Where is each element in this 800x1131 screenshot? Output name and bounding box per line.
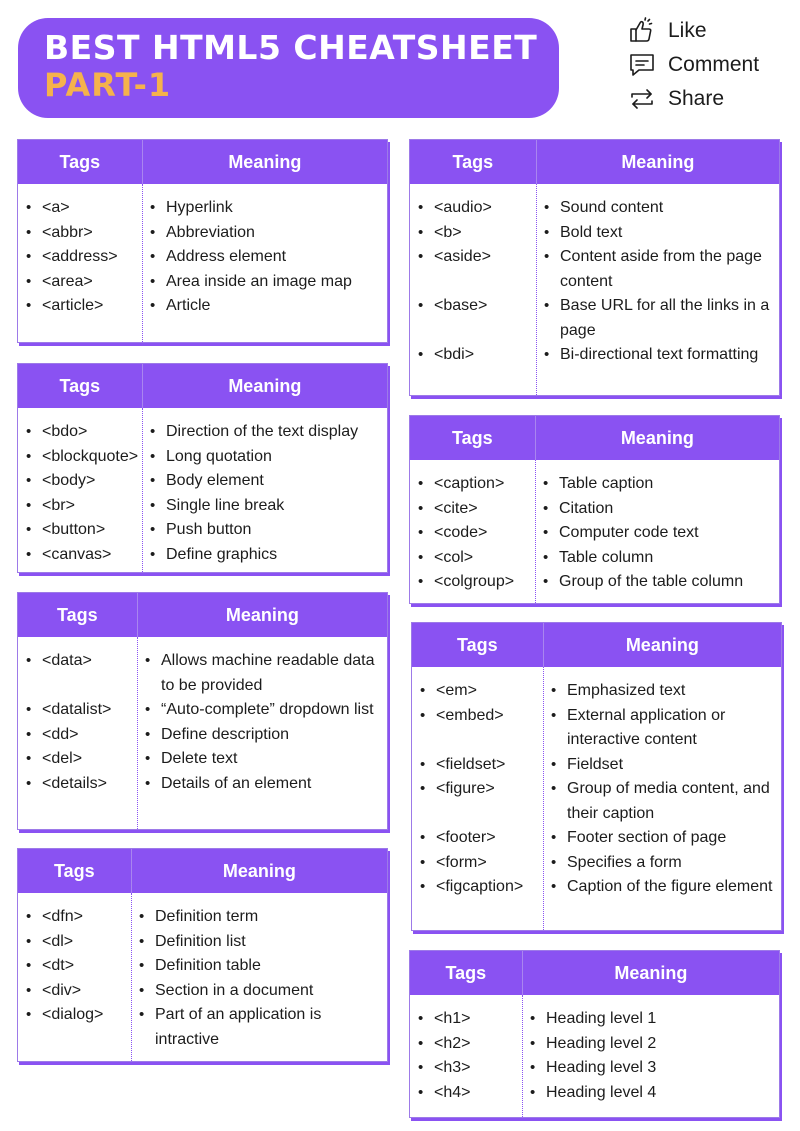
cheatsheet-table [17, 363, 388, 573]
table-row [410, 472, 779, 497]
column-divider [535, 460, 536, 603]
table-row [412, 875, 781, 900]
bullet: • [26, 774, 32, 792]
table-row [412, 851, 781, 876]
tag-meaning: Body element [166, 472, 264, 489]
bullet: • [551, 878, 557, 895]
table-row [18, 954, 387, 979]
column-header-tags: Tags [452, 151, 494, 172]
bullet: • [150, 297, 156, 314]
tag-name: <button> [42, 521, 106, 538]
table-row [18, 270, 387, 295]
table-row [18, 1003, 387, 1052]
bullet: • [418, 499, 424, 517]
tag-meaning: “Auto-complete” dropdown list [161, 701, 374, 718]
tag-name: <details> [42, 774, 107, 792]
tag-name: <footer> [436, 829, 496, 846]
table-row [410, 546, 779, 571]
tag-meaning: Specifies a form [567, 853, 682, 871]
bullet: • [418, 548, 424, 566]
table-row [410, 245, 779, 294]
tag-name: <bdi> [434, 346, 475, 363]
tag-meaning: Caption of the figure element [567, 878, 773, 895]
bullet: • [551, 706, 557, 724]
bullet: • [150, 472, 156, 489]
bullet: • [551, 853, 557, 871]
bullet: • [420, 682, 426, 699]
page-title: BEST HTML5 CHEATSHEET [44, 28, 538, 67]
column-header-meaning: Meaning [142, 364, 387, 408]
social-actions [628, 14, 798, 116]
bullet: • [150, 272, 156, 290]
table-row [18, 245, 387, 270]
table-row [18, 445, 387, 470]
tag-meaning: Base URL for all the links in a page [560, 297, 770, 339]
table-row [412, 679, 781, 704]
bullet: • [420, 878, 426, 895]
tag-name: <dt> [42, 957, 75, 974]
table-row [410, 196, 779, 221]
column-header-meaning: Meaning [535, 416, 779, 460]
bullet: • [26, 496, 32, 514]
bullet: • [145, 725, 151, 743]
tag-meaning: Section in a document [155, 981, 314, 999]
bullet: • [26, 981, 32, 999]
bullet: • [145, 774, 151, 792]
table-header [18, 849, 387, 893]
bullet: • [26, 545, 32, 563]
table-row [18, 294, 387, 319]
tag-meaning: Table column [559, 548, 654, 566]
table-row [410, 570, 779, 595]
tag-name: <dl> [42, 932, 74, 950]
tag-name: <aside> [434, 248, 491, 265]
bullet: • [543, 573, 549, 590]
tag-name: <canvas> [42, 545, 112, 563]
tag-name: <h4> [434, 1083, 471, 1101]
table-header [18, 593, 387, 637]
table-row [18, 494, 387, 519]
table-row [412, 826, 781, 851]
table-header [412, 623, 781, 667]
table-row [410, 1032, 779, 1057]
tag-meaning: Fieldset [567, 755, 624, 773]
tag-name: <blockquote> [42, 447, 139, 465]
tag-name: <h2> [434, 1034, 471, 1052]
tag-meaning: Table caption [559, 475, 654, 492]
tag-meaning: Footer section of page [567, 829, 727, 846]
tag-meaning: Delete text [161, 750, 238, 767]
tag-meaning: Hyperlink [166, 199, 233, 216]
tag-meaning: Allows machine readable data to be provided [161, 652, 375, 694]
column-header-tags: Tags [56, 604, 98, 625]
bullet: • [26, 652, 32, 669]
bullet: • [530, 1010, 536, 1027]
cheatsheet-table [409, 415, 780, 604]
tag-name: <br> [42, 496, 75, 514]
table-row [18, 543, 387, 568]
bullet: • [418, 1034, 424, 1052]
bullet: • [150, 423, 156, 440]
bullet: • [26, 199, 32, 216]
bullet: • [418, 199, 424, 216]
bullet: • [544, 297, 550, 314]
tag-name: <h1> [434, 1010, 471, 1027]
bullet: • [551, 780, 557, 797]
tag-name: <figure> [436, 780, 495, 797]
tag-meaning: Heading level 4 [546, 1083, 657, 1101]
comment-label: Comment [668, 53, 760, 76]
bullet: • [418, 475, 424, 492]
bullet: • [26, 423, 32, 440]
title-banner [18, 18, 559, 118]
tag-meaning: Push button [166, 521, 252, 538]
cheatsheet-table [17, 592, 388, 830]
table-row [18, 469, 387, 494]
bullet: • [544, 223, 550, 241]
bullet: • [145, 750, 151, 767]
bullet: • [543, 548, 549, 566]
tag-name: <bdo> [42, 423, 88, 440]
tag-meaning: Definition term [155, 908, 259, 925]
table-row [410, 1056, 779, 1081]
table-row [412, 753, 781, 778]
tag-meaning: Sound content [560, 199, 664, 216]
bullet: • [139, 1006, 145, 1023]
bullet: • [150, 223, 156, 241]
bullet: • [418, 524, 424, 541]
tag-meaning: Single line break [166, 496, 285, 514]
bullet: • [418, 573, 424, 590]
comment-icon [628, 51, 656, 79]
share-label: Share [668, 87, 725, 110]
comment-button[interactable] [628, 48, 798, 82]
tag-name: <area> [42, 272, 93, 290]
table-row [18, 518, 387, 543]
bullet: • [26, 248, 32, 265]
cheatsheet-table [409, 139, 780, 396]
tag-meaning: Group of the table column [559, 573, 744, 590]
tag-meaning: Define graphics [166, 545, 278, 563]
bullet: • [530, 1034, 536, 1052]
column-divider [536, 184, 537, 395]
table-row [412, 777, 781, 826]
table-row [18, 649, 387, 698]
bullet: • [26, 223, 32, 241]
table-row [410, 1081, 779, 1106]
column-header-meaning: Meaning [543, 623, 781, 667]
cheatsheet-table [411, 622, 782, 931]
tag-meaning: Definition table [155, 957, 261, 974]
cheatsheet-table [409, 950, 780, 1118]
bullet: • [418, 346, 424, 363]
tag-name: <h3> [434, 1059, 471, 1076]
table-row [18, 772, 387, 797]
tag-meaning: Group of media content, and their caption [567, 780, 770, 822]
tag-name: <base> [434, 297, 488, 314]
bullet: • [139, 957, 145, 974]
bullet: • [145, 652, 151, 669]
table-row [410, 1007, 779, 1032]
table-header [18, 364, 387, 408]
table-row [410, 521, 779, 546]
tag-name: <div> [42, 981, 82, 999]
table-row [18, 420, 387, 445]
table-row [18, 723, 387, 748]
tag-name: <abbr> [42, 223, 93, 241]
table-row [18, 221, 387, 246]
bullet: • [150, 248, 156, 265]
tag-name: <address> [42, 248, 118, 265]
bullet: • [26, 447, 32, 465]
tag-name: <dialog> [42, 1006, 104, 1023]
bullet: • [139, 981, 145, 999]
tag-meaning: Heading level 1 [546, 1010, 657, 1027]
bullet: • [543, 524, 549, 541]
bullet: • [26, 725, 32, 743]
tag-name: <a> [42, 199, 70, 216]
tag-meaning: Citation [559, 499, 614, 517]
tag-name: <dd> [42, 725, 79, 743]
tag-meaning: Long quotation [166, 447, 272, 465]
bullet: • [26, 521, 32, 538]
tag-meaning: Heading level 2 [546, 1034, 657, 1052]
bullet: • [26, 932, 32, 950]
tag-name: <colgroup> [434, 573, 515, 590]
tag-name: <embed> [436, 706, 504, 724]
bullet: • [551, 682, 557, 699]
tag-name: <caption> [434, 475, 505, 492]
table-header [410, 416, 779, 460]
bullet: • [418, 1083, 424, 1101]
table-row [18, 979, 387, 1004]
tag-meaning: Abbreviation [166, 223, 255, 241]
table-header [410, 140, 779, 184]
bullet: • [418, 248, 424, 265]
page-subtitle: PART-1 [44, 66, 172, 104]
bullet: • [543, 475, 549, 492]
column-header-tags: Tags [59, 375, 101, 396]
table-row [18, 747, 387, 772]
column-header-tags: Tags [456, 634, 498, 655]
tag-meaning: Details of an element [161, 774, 312, 792]
tag-meaning: Area inside an image map [166, 272, 352, 290]
table-header [410, 951, 779, 995]
tag-meaning: Article [166, 297, 211, 314]
bullet: • [26, 272, 32, 290]
tag-name: <dfn> [42, 908, 83, 925]
column-header-meaning: Meaning [142, 140, 387, 184]
bullet: • [150, 447, 156, 465]
bullet: • [543, 499, 549, 517]
bullet: • [530, 1083, 536, 1101]
bullet: • [530, 1059, 536, 1076]
bullet: • [544, 248, 550, 265]
bullet: • [420, 780, 426, 797]
column-divider [137, 637, 138, 829]
bullet: • [26, 957, 32, 974]
bullet: • [150, 521, 156, 538]
like-button[interactable] [628, 14, 798, 48]
bullet: • [544, 199, 550, 216]
table-row [18, 930, 387, 955]
tag-name: <del> [42, 750, 83, 767]
tag-meaning: Emphasized text [567, 682, 686, 699]
bullet: • [26, 297, 32, 314]
column-divider [543, 667, 544, 930]
tag-meaning: Direction of the text display [166, 423, 359, 440]
bullet: • [26, 701, 32, 718]
table-row [410, 294, 779, 343]
column-header-meaning: Meaning [522, 951, 779, 995]
bullet: • [139, 932, 145, 950]
bullet: • [145, 701, 151, 718]
tag-meaning: Definition list [155, 932, 246, 950]
table-row [18, 905, 387, 930]
column-divider [142, 408, 143, 572]
tag-name: <em> [436, 682, 477, 699]
bullet: • [551, 755, 557, 773]
bullet: • [26, 472, 32, 489]
bullet: • [26, 908, 32, 925]
tag-name: <code> [434, 524, 488, 541]
column-divider [131, 893, 132, 1061]
tag-meaning: External application or interactive content [567, 706, 726, 748]
tag-meaning: Address element [166, 248, 287, 265]
bullet: • [420, 755, 426, 773]
column-header-tags: Tags [445, 962, 487, 983]
tag-meaning: Define description [161, 725, 290, 743]
tag-name: <cite> [434, 499, 478, 517]
tag-meaning: Bold text [560, 223, 623, 241]
tag-name: <form> [436, 853, 487, 871]
tag-meaning: Bi-directional text formatting [560, 346, 759, 363]
bullet: • [418, 1010, 424, 1027]
tag-name: <data> [42, 652, 92, 669]
column-header-tags: Tags [54, 860, 95, 881]
table-row [412, 704, 781, 753]
tag-meaning: Heading level 3 [546, 1059, 657, 1076]
tag-meaning: Content aside from the page content [560, 248, 762, 290]
tag-name: <body> [42, 472, 96, 489]
share-icon [628, 85, 656, 113]
tag-name: <col> [434, 548, 474, 566]
tag-meaning: Part of an application is intractive [155, 1006, 322, 1048]
column-header-meaning: Meaning [131, 849, 387, 893]
table-row [18, 196, 387, 221]
table-row [410, 497, 779, 522]
tag-name: <datalist> [42, 701, 112, 718]
table-header [18, 140, 387, 184]
tag-name: <fieldset> [436, 755, 506, 773]
bullet: • [418, 297, 424, 314]
bullet: • [420, 706, 426, 724]
column-divider [522, 995, 523, 1117]
bullet: • [420, 853, 426, 871]
bullet: • [420, 829, 426, 846]
column-header-tags: Tags [451, 427, 493, 448]
bullet: • [150, 496, 156, 514]
bullet: • [150, 545, 156, 563]
bullet: • [551, 829, 557, 846]
bullet: • [26, 1006, 32, 1023]
like-icon [628, 17, 656, 45]
cheatsheet-table [17, 848, 388, 1062]
tag-name: <audio> [434, 199, 492, 216]
tag-name: <b> [434, 223, 462, 241]
share-button[interactable] [628, 82, 798, 116]
cheatsheet-table [17, 139, 388, 343]
bullet: • [139, 908, 145, 925]
column-divider [142, 184, 143, 342]
bullet: • [418, 1059, 424, 1076]
tag-name: <figcaption> [436, 878, 524, 895]
like-label: Like [668, 19, 707, 42]
table-row [410, 221, 779, 246]
bullet: • [418, 223, 424, 241]
table-row [410, 343, 779, 368]
tag-name: <article> [42, 297, 104, 314]
bullet: • [26, 750, 32, 767]
tag-meaning: Computer code text [559, 524, 699, 541]
bullet: • [150, 199, 156, 216]
column-header-tags: Tags [59, 151, 101, 172]
column-header-meaning: Meaning [536, 140, 779, 184]
column-header-meaning: Meaning [137, 593, 387, 637]
table-row [18, 698, 387, 723]
bullet: • [544, 346, 550, 363]
